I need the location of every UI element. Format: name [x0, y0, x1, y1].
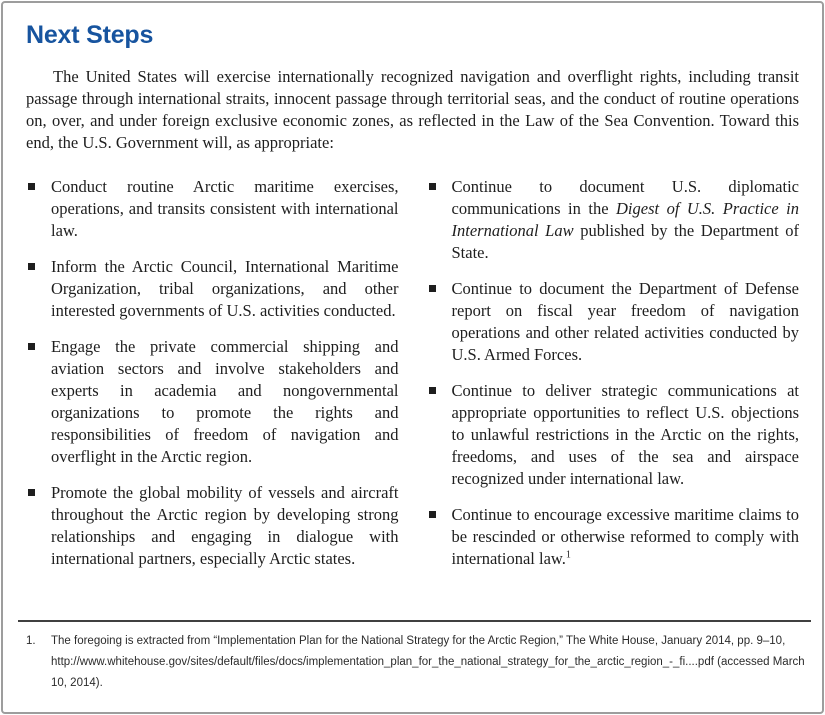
footnote-number: 1. — [26, 635, 36, 647]
square-bullet-icon — [429, 183, 436, 190]
square-bullet-icon — [28, 489, 35, 496]
square-bullet-icon — [28, 343, 35, 350]
document-page — [1, 1, 824, 714]
list-item-text: Conduct routine Arctic maritime exercises, operations, and transits consistent with international law. — [51, 177, 399, 240]
square-bullet-icon — [28, 263, 35, 270]
publication-title-italic: Digest of U.S. Practice in International Law — [451, 199, 799, 240]
list-item-text: Inform the Arctic Council, International Maritime Organization, tribal organizations, and other interested governments of U.S. activities conducted. — [51, 257, 399, 320]
footnote — [18, 631, 811, 694]
page-title: Next Steps — [26, 21, 154, 49]
list-item-text: Continue to encourage excessive maritime claims to be rescinded or otherwise reformed to comply with international law. — [451, 505, 799, 568]
list-item-text: published by the Department of State. — [451, 221, 800, 262]
list-item — [26, 482, 399, 570]
list-item-text: Promote the global mobility of vessels and aircraft throughout the Arctic region by developing strong relationships and engaging in dialogue with international partners, especially Arctic states. — [51, 483, 399, 568]
square-bullet-icon — [429, 285, 436, 292]
intro-paragraph: The United States will exercise internationally recognized navigation and overflight rights, including transit passage through international straits, innocent passage through territorial seas, and the conduct of routine operations on, over, and under foreign exclusive economic zones, as reflected in the Law of the Sea Convention. Toward this end, the U.S. Government will, as appropriate: — [26, 67, 799, 152]
bullet-columns — [26, 176, 799, 584]
left-column — [26, 176, 399, 584]
list-item — [427, 504, 800, 570]
list-item — [26, 256, 399, 322]
list-item-text: Continue to document the Department of Defense report on fiscal year freedom of navigation operations and other related activities conducted by U.S. Armed Forces. — [451, 279, 799, 364]
footnote-reference: 1 — [565, 549, 571, 561]
footnote-text: The foregoing is extracted from “Implementation Plan for the National Strategy for the Arctic Region,” The White House, January 2014, pp. 9–10, http://www.whitehouse.gov/sites/default/files/docs/implementation_plan_for_the_national_strategy_for_the_arctic_region_-_fi....pdf (accessed March 10, 2014). — [51, 635, 805, 689]
list-item — [427, 176, 800, 264]
footnote-section — [18, 620, 811, 700]
list-item — [26, 176, 399, 242]
list-item — [26, 336, 399, 468]
list-item-text: Engage the private commercial shipping and aviation sectors and involve stakeholders and experts in academia and nongovernmental organizations to promote the rights and responsibilities of freedom of navigation and overflight in the Arctic region. — [51, 337, 399, 466]
list-item-text: Continue to deliver strategic communications at appropriate opportunities to reflect U.S. objections to unlawful restrictions in the Arctic on the rights, freedoms, and uses of the sea and airspace recognized under international law. — [451, 381, 799, 488]
list-item — [427, 278, 800, 366]
list-item-text: Continue to document U.S. diplomatic communications in the — [451, 177, 799, 218]
list-item — [427, 380, 800, 490]
square-bullet-icon — [28, 183, 35, 190]
square-bullet-icon — [429, 511, 436, 518]
square-bullet-icon — [429, 387, 436, 394]
right-column — [427, 176, 800, 584]
